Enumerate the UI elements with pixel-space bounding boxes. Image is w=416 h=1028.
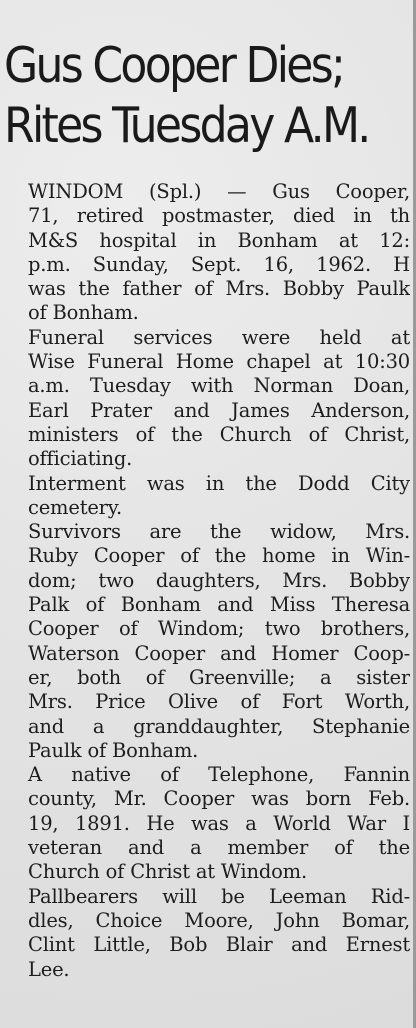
text-line: Paulk of Bonham. (28, 738, 199, 762)
text-line: 19, 1891. He was a World War I (28, 811, 410, 835)
text-line: ministers of the Church of Christ, (28, 422, 410, 446)
text-line: Clint Little, Bob Blair and Ernest (28, 933, 410, 957)
text-line: A native of Telephone, Fannin (28, 763, 410, 787)
paragraph-funeral (4, 326, 410, 472)
text-line: veteran and a member of the (28, 836, 410, 860)
paragraph-pallbearers (4, 885, 410, 982)
text-line: Church of Christ at Windom. (28, 860, 307, 884)
text-line: p.m. Sunday, Sept. 16, 1962. H (28, 252, 410, 276)
text-line: dles, Choice Moore, John Bomar, (28, 908, 410, 932)
paragraph-dateline (4, 180, 410, 326)
text-line: officiating. (28, 447, 133, 471)
text-line: was the father of Mrs. Bobby Paulk (28, 277, 410, 301)
paragraph-interment (4, 472, 410, 521)
headline-line-2: Rites Tuesday A.M. (4, 97, 369, 154)
text-line: Earl Prater and James Anderson, (28, 398, 410, 422)
text-line: and a granddaughter, Stephanie (28, 714, 410, 738)
text-line: county, Mr. Cooper was born Feb. (28, 787, 410, 811)
text-line: Lee. (28, 957, 70, 981)
text-line: Wise Funeral Home chapel at 10:30 (28, 350, 410, 374)
text-line: M&S hospital in Bonham at 12: (28, 228, 410, 252)
text-line: a.m. Tuesday with Norman Doan, (28, 374, 410, 398)
paragraph-survivors (4, 520, 410, 763)
text-line: Mrs. Price Olive of Fort Worth, (28, 690, 410, 714)
text-line: 71, retired postmaster, died in th (28, 204, 410, 228)
text-line: Palk of Bonham and Miss Theresa (28, 593, 410, 617)
text-line: cemetery. (28, 495, 123, 519)
text-line: Survivors are the widow, Mrs. (28, 520, 410, 544)
article-body (4, 180, 410, 982)
text-line: Funeral services were held at (28, 325, 410, 349)
text-line: of Bonham. (28, 301, 139, 325)
text-line: dom; two daughters, Mrs. Bobby (28, 568, 410, 592)
text-line: Ruby Cooper of the home in Win- (28, 544, 410, 568)
text-line: Interment was in the Dodd City (28, 471, 410, 495)
text-line: Waterson Cooper and Homer Coop- (28, 641, 410, 665)
headline-line-1: Gus Cooper Dies; (4, 37, 344, 94)
paragraph-biography (4, 763, 410, 884)
text-line: Cooper of Windom; two brothers, (28, 617, 410, 641)
headline (4, 36, 369, 156)
text-line: Pallbearers will be Leeman Rid- (28, 884, 410, 908)
text-line: er, both of Greenville; a sister (28, 665, 410, 689)
text-line: WINDOM (Spl.) — Gus Cooper, (28, 180, 410, 203)
